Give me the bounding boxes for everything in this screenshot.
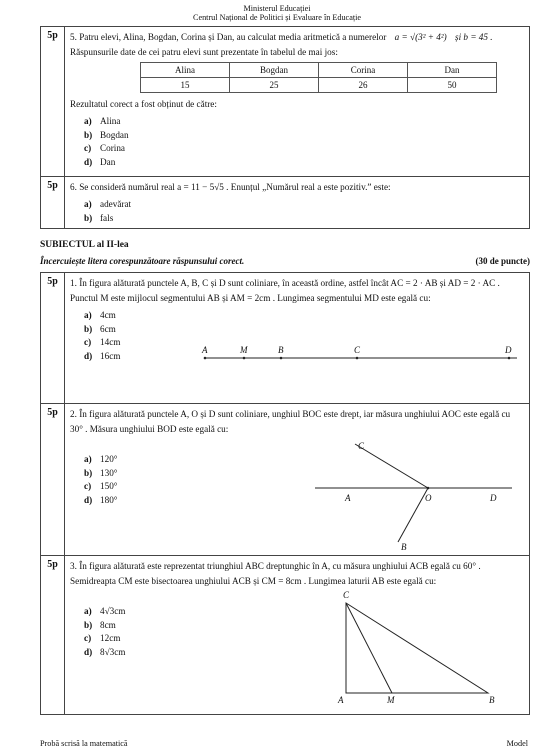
point-label: B xyxy=(401,542,407,552)
option-a[interactable]: a) Alina xyxy=(84,116,121,126)
table-cell: 26 xyxy=(319,78,408,93)
point-label: A xyxy=(345,493,351,503)
s2q1-text: 1. În figura alăturată punctele A, B, C și D sunt coliniare, în această ordine, astfel încât AC = 2 · AB și AD = 2 · AC . Punctul M este mijlocul segmentului AB și AM = 2cm . Lungimea segmentului MD este egală cu: xyxy=(70,278,500,303)
s2q3-body xyxy=(65,556,530,715)
point-label: A xyxy=(338,695,344,705)
option-a[interactable]: a) 120° xyxy=(84,454,118,464)
q5-options xyxy=(84,115,524,169)
q5-result-text: Rezultatul corect a fost obținut de către: xyxy=(70,99,217,109)
footer-left: Probă scrisă la matematică xyxy=(40,739,128,748)
q5-table-intro: Răspunsurile date de cei patru elevi sunt prezentate în tabelul de mai jos: xyxy=(70,47,338,57)
s2q3-points: 5p xyxy=(41,556,65,715)
s2q2-body xyxy=(65,404,530,556)
point-label: D xyxy=(505,345,512,355)
table-header: Alina xyxy=(141,63,230,78)
table-cell: 25 xyxy=(230,78,319,93)
section-instruction xyxy=(40,256,530,266)
s2q3-text: 3. În figura alăturată este reprezentat triunghiul ABC dreptunghic în A, cu măsura unghiului ACB egală cu 60° . Semidreapta CM este bisectoarea unghiului ACB și CM = 8cm . Lungimea laturii AB este egală cu: xyxy=(70,561,481,586)
option-b[interactable]: b) 8cm xyxy=(84,619,116,630)
q5-text-b: și b = 45 . xyxy=(455,32,493,42)
q5-points: 5p xyxy=(41,27,65,177)
point-label: C xyxy=(343,590,350,600)
subject2-table xyxy=(40,272,530,715)
point-label: C xyxy=(354,345,361,355)
footer-right: Model xyxy=(506,739,528,748)
point-label: O xyxy=(425,493,432,503)
option-d[interactable]: d) 16cm xyxy=(84,350,121,361)
point-label: A xyxy=(202,345,208,355)
point-label: D xyxy=(490,493,497,503)
instruction-text: Încercuiește litera corespunzătoare răspunsului corect. xyxy=(40,256,245,266)
table-cell: 15 xyxy=(141,78,230,93)
header-ministry: Ministerul Educației xyxy=(243,4,311,13)
option-d[interactable]: d) 180° xyxy=(84,494,118,505)
q5-body xyxy=(65,27,530,177)
header-center: Centrul Național de Politici și Evaluare în Educație xyxy=(192,13,362,22)
q5-results-table xyxy=(140,62,497,93)
option-c[interactable]: c) 14cm xyxy=(84,337,121,347)
option-a[interactable]: a) 4√3cm xyxy=(84,606,126,616)
s2q1-figure xyxy=(65,273,531,404)
option-b[interactable]: b) Bogdan xyxy=(84,129,129,140)
option-c[interactable]: c) 150° xyxy=(84,481,118,491)
point-label: M xyxy=(240,345,248,355)
s2q1-points: 5p xyxy=(41,273,65,404)
q5-text: 5. Patru elevi, Alina, Bogdan, Corina și Dan, au calculat media aritmetică a numerelor xyxy=(70,32,387,42)
point-label: B xyxy=(489,695,495,705)
table-cell: 50 xyxy=(408,78,497,93)
section-points: (30 de puncte) xyxy=(475,256,530,266)
s2q3-figure xyxy=(65,556,531,715)
option-b[interactable]: b) 6cm xyxy=(84,323,116,334)
option-d[interactable]: d) 8√3cm xyxy=(84,646,126,657)
point-label: M xyxy=(387,695,395,705)
q6-points: 5p xyxy=(41,177,65,229)
table-header: Corina xyxy=(319,63,408,78)
s2q1-body xyxy=(65,273,530,404)
option-c[interactable]: c) 12cm xyxy=(84,633,121,643)
s2q2-points: 5p xyxy=(41,404,65,556)
header xyxy=(0,4,554,22)
q6-text: 6. Se consideră numărul real a = 11 − 5√5 . Enunțul „Numărul real a este pozitiv.” este: xyxy=(70,182,391,192)
point-label: C xyxy=(358,441,365,451)
option-c[interactable]: c) Corina xyxy=(84,143,126,153)
option-b[interactable]: b) fals xyxy=(84,212,114,223)
q6-body xyxy=(65,177,530,229)
q6-options xyxy=(84,198,524,225)
s2q2-figure xyxy=(65,404,531,556)
point-label: B xyxy=(278,345,284,355)
option-a[interactable]: a) adevărat xyxy=(84,199,132,209)
q5-formula: a = √(3² + 4²) xyxy=(394,32,447,42)
s2q2-text: 2. În figura alăturată punctele A, O și D sunt coliniare, unghiul BOC este drept, iar măsura unghiului AOC este egală cu 30° . Măsura unghiului BOD este egală cu: xyxy=(70,409,511,434)
option-b[interactable]: b) 130° xyxy=(84,467,118,478)
option-a[interactable]: a) 4cm xyxy=(84,310,116,320)
table-header: Dan xyxy=(408,63,497,78)
option-d[interactable]: d) Dan xyxy=(84,156,116,167)
table-header: Bogdan xyxy=(230,63,319,78)
subject1-table xyxy=(40,26,530,229)
section-title: SUBIECTUL al II-lea xyxy=(40,240,129,250)
